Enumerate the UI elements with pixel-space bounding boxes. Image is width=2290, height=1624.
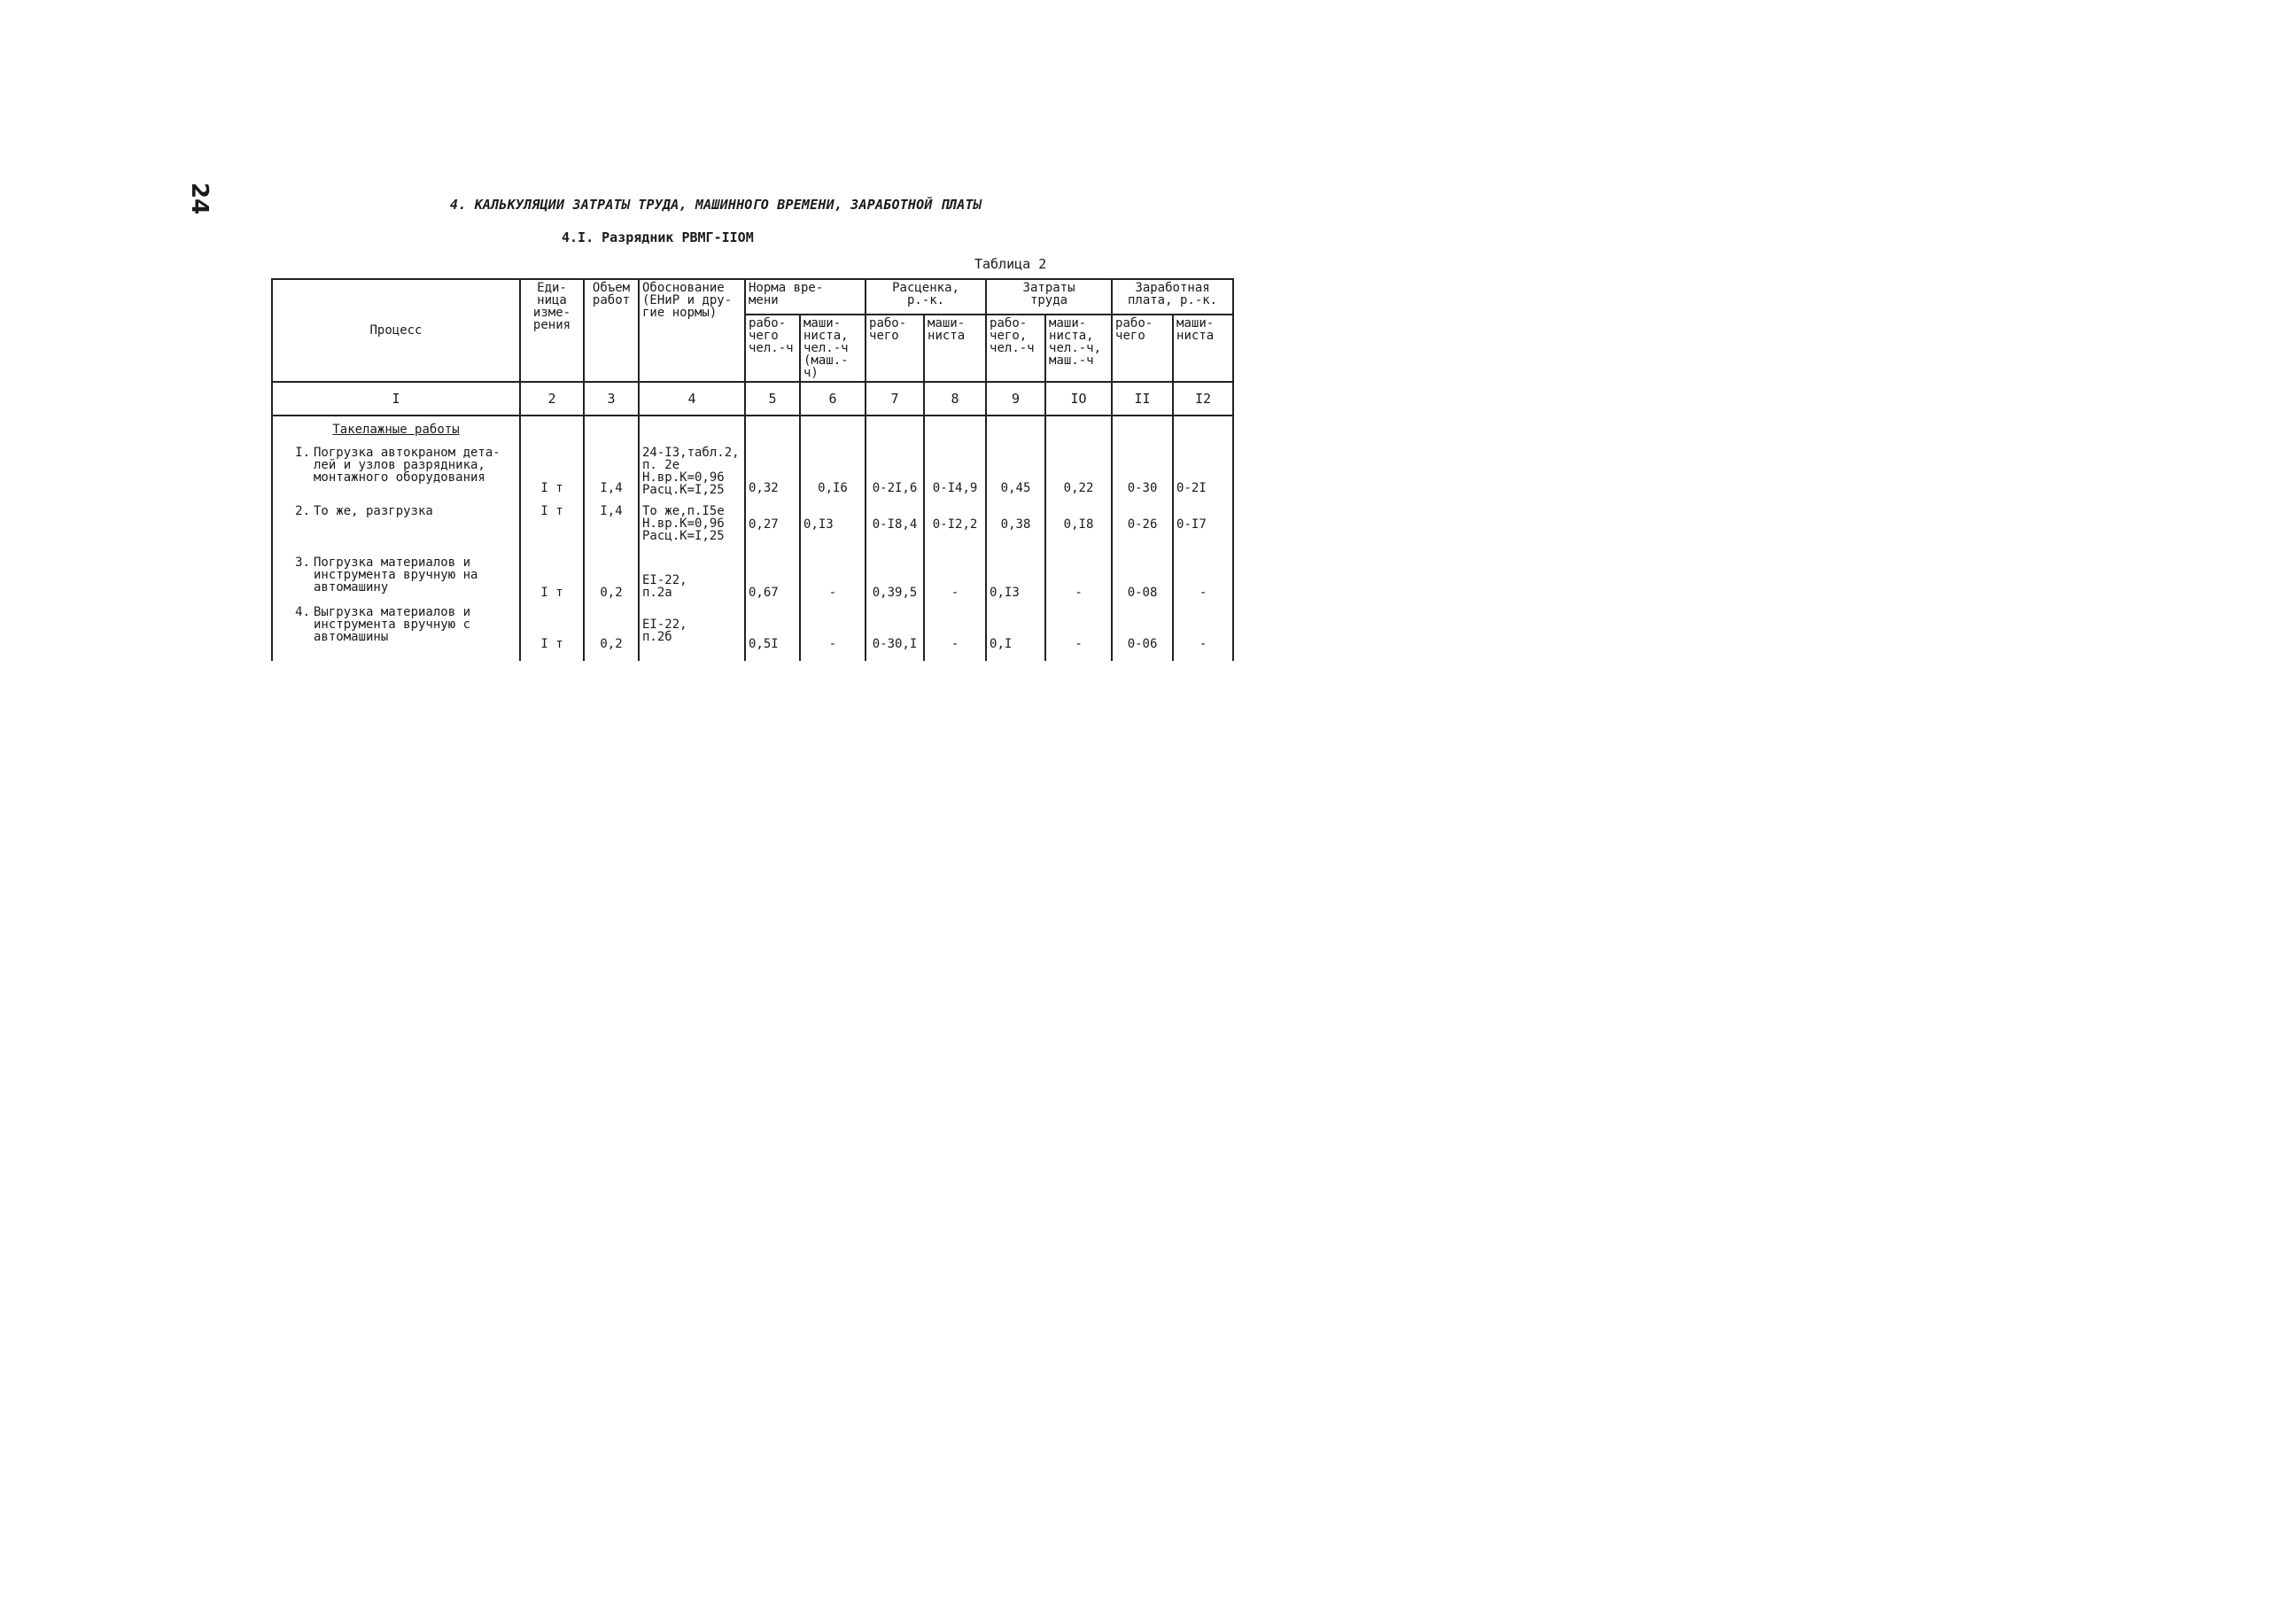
column-number: 4 xyxy=(639,382,745,416)
labor-worker-cell: 0,45 xyxy=(986,445,1045,498)
page-number: 24 xyxy=(186,183,213,215)
salary-worker-cell: 0-26 xyxy=(1112,498,1173,551)
column-number: I2 xyxy=(1173,382,1233,416)
rate-worker-cell: 0-30,I xyxy=(866,602,924,661)
rate-machinist-cell: 0-I2,2 xyxy=(924,498,986,551)
salary-machinist-cell: 0-I7 xyxy=(1173,498,1233,551)
time-worker-cell: 0,67 xyxy=(745,551,800,602)
volume-cell: I,4 xyxy=(584,445,639,498)
time-machinist-cell: - xyxy=(800,602,866,661)
process-text: Погрузка автокраном дета- лей и узлов разрядника, монтажного оборудования xyxy=(314,446,501,485)
labor-machinist-cell: 0,22 xyxy=(1045,445,1112,498)
column-number: I xyxy=(272,382,520,416)
rate-machinist-cell: - xyxy=(924,551,986,602)
salary-worker-cell: 0-08 xyxy=(1112,551,1173,602)
salary-machinist-cell: 0-2I xyxy=(1173,445,1233,498)
header-unit: Еди- ница изме- рения xyxy=(520,279,584,382)
row-number: 3. xyxy=(295,556,310,570)
column-number: IO xyxy=(1045,382,1112,416)
header-labor-machinist: маши- ниста, чел.-ч, маш.-ч xyxy=(1045,315,1112,382)
time-machinist-cell: - xyxy=(800,551,866,602)
time-machinist-cell: 0,I6 xyxy=(800,445,866,498)
row-number: I. xyxy=(295,446,310,460)
process-cell xyxy=(272,602,520,661)
row-number: 2. xyxy=(295,504,310,518)
process-cell xyxy=(272,445,520,498)
row-number: 4. xyxy=(295,605,310,619)
header-rate-machinist: маши- ниста xyxy=(924,315,986,382)
labor-worker-cell: 0,I xyxy=(986,602,1045,661)
header-labor-worker: рабо- чего, чел.-ч xyxy=(986,315,1045,382)
header-process: Процесс xyxy=(272,279,520,382)
basis-cell: ЕI-22, п.2а xyxy=(639,551,745,602)
salary-worker-cell: 0-06 xyxy=(1112,602,1173,661)
basis-cell: То же,п.I5е Н.вр.К=0,96 Расц.К=I,25 xyxy=(639,498,745,551)
column-number: 5 xyxy=(745,382,800,416)
time-worker-cell: 0,32 xyxy=(745,445,800,498)
rate-worker-cell: 0-2I,6 xyxy=(866,445,924,498)
section-row xyxy=(272,416,1233,445)
header-time-worker: рабо- чего чел.-ч xyxy=(745,315,800,382)
table-label: Таблица 2 xyxy=(974,256,1047,272)
time-worker-cell: 0,27 xyxy=(745,498,800,551)
process-cell xyxy=(272,498,520,551)
volume-cell: 0,2 xyxy=(584,602,639,661)
column-number: 3 xyxy=(584,382,639,416)
column-number: II xyxy=(1112,382,1173,416)
rate-machinist-cell: - xyxy=(924,602,986,661)
process-text: Погрузка материалов и инструмента вручную на автомашину xyxy=(314,556,478,594)
header-rate: Расценка, р.-к. xyxy=(866,279,986,315)
rate-worker-cell: 0,39,5 xyxy=(866,551,924,602)
unit-cell: I т xyxy=(520,445,584,498)
process-text: Выгрузка материалов и инструмента вручную с автомашины xyxy=(314,605,471,644)
unit-cell: I т xyxy=(520,602,584,661)
salary-machinist-cell: - xyxy=(1173,602,1233,661)
volume-cell: 0,2 xyxy=(584,551,639,602)
header-time-machinist: маши- ниста, чел.-ч (маш.- ч) xyxy=(800,315,866,382)
header-salary-worker: рабо- чего xyxy=(1112,315,1173,382)
rate-machinist-cell: 0-I4,9 xyxy=(924,445,986,498)
header-row-1 xyxy=(272,279,1233,315)
unit-cell: I т xyxy=(520,551,584,602)
process-text: То же, разгрузка xyxy=(314,504,433,518)
basis-cell: 24-I3,табл.2, п. 2е Н.вр.К=0,96 Расц.К=I,25 xyxy=(639,445,745,498)
unit-cell: I т xyxy=(520,498,584,551)
header-basis: Обоснование (ЕНиР и дру- гие нормы) xyxy=(639,279,745,382)
document-subtitle: 4.I. Разрядник РВМГ-IIOM xyxy=(562,229,754,245)
header-volume: Объем работ xyxy=(584,279,639,382)
labor-machinist-cell: 0,I8 xyxy=(1045,498,1112,551)
table-row xyxy=(272,445,1233,498)
rate-worker-cell: 0-I8,4 xyxy=(866,498,924,551)
calculation-table xyxy=(271,278,1234,661)
process-cell xyxy=(272,551,520,602)
table-row xyxy=(272,551,1233,602)
header-labor: Затраты труда xyxy=(986,279,1112,315)
column-number-row xyxy=(272,382,1233,416)
header-rate-worker: рабо- чего xyxy=(866,315,924,382)
header-salary: Заработная плата, р.-к. xyxy=(1112,279,1233,315)
salary-worker-cell: 0-30 xyxy=(1112,445,1173,498)
labor-worker-cell: 0,I3 xyxy=(986,551,1045,602)
column-number: 9 xyxy=(986,382,1045,416)
labor-machinist-cell: - xyxy=(1045,602,1112,661)
time-machinist-cell: 0,I3 xyxy=(800,498,866,551)
time-worker-cell: 0,5I xyxy=(745,602,800,661)
header-salary-machinist: маши- ниста xyxy=(1173,315,1233,382)
table-row xyxy=(272,602,1233,661)
column-number: 8 xyxy=(924,382,986,416)
column-number: 7 xyxy=(866,382,924,416)
column-number: 2 xyxy=(520,382,584,416)
volume-cell: I,4 xyxy=(584,498,639,551)
basis-cell: ЕI-22, п.2б xyxy=(639,602,745,661)
document-title: 4. КАЛЬКУЛЯЦИИ ЗАТРАТЫ ТРУДА, МАШИННОГО ВРЕМЕНИ, ЗАРАБОТНОЙ ПЛАТЫ xyxy=(450,197,982,213)
labor-worker-cell: 0,38 xyxy=(986,498,1045,551)
labor-machinist-cell: - xyxy=(1045,551,1112,602)
table-row xyxy=(272,498,1233,551)
section-title: Такелажные работы xyxy=(272,416,520,445)
header-time-norm: Норма вре- мени xyxy=(745,279,866,315)
salary-machinist-cell: - xyxy=(1173,551,1233,602)
column-number: 6 xyxy=(800,382,866,416)
